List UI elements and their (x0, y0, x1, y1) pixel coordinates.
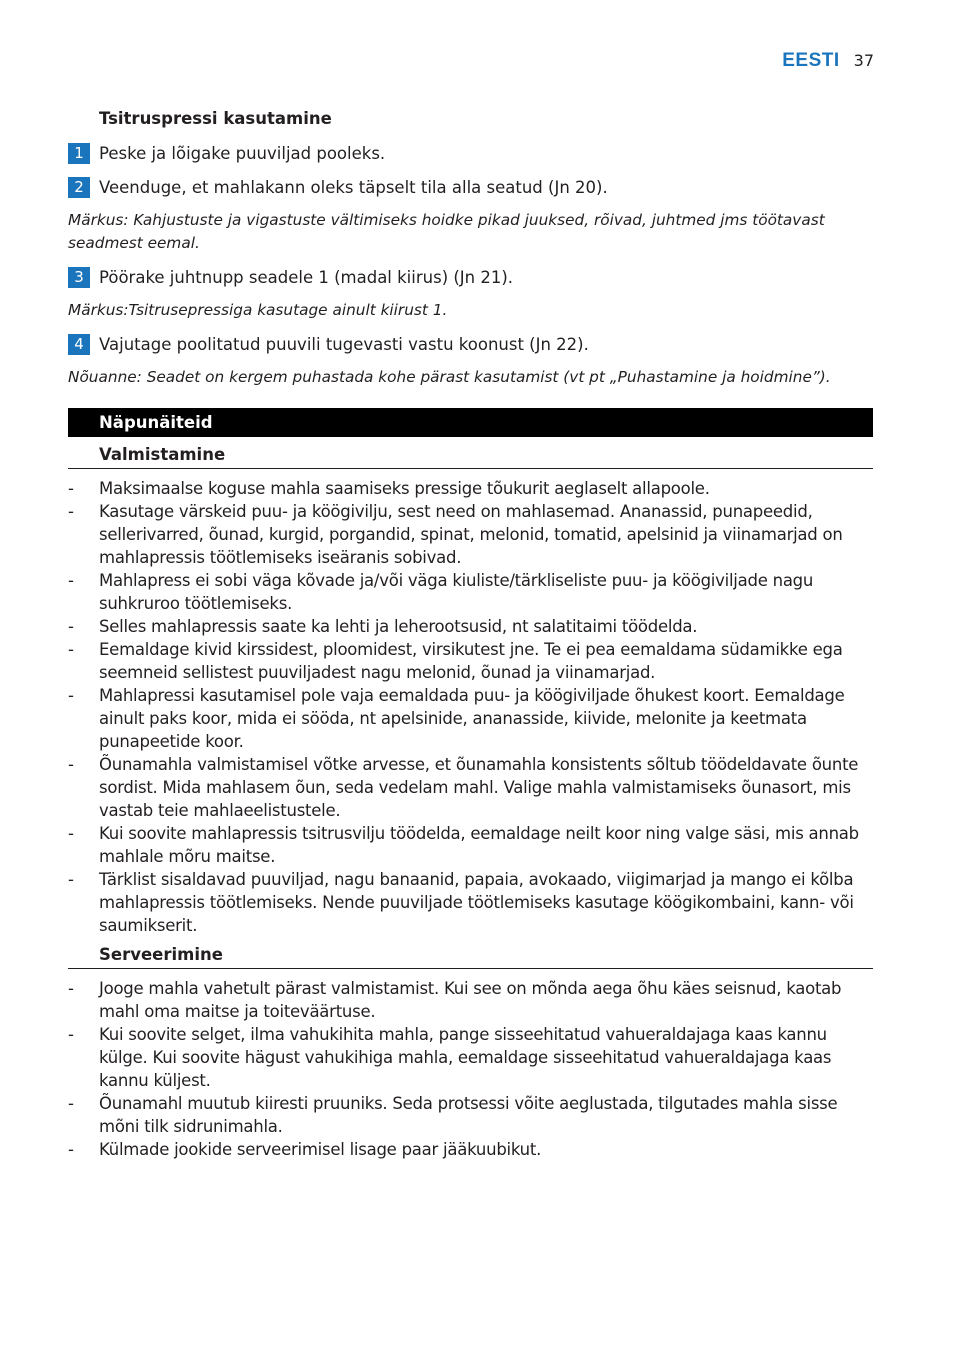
step-4 (68, 333, 873, 356)
list-item: - Tärklist sisaldavad puuviljad, nagu banaanid, papaia, avokaado, viigimarjad ja mango ei kõlba mahlapressis töötlemiseks. Nende puuviljade töötlemiseks kasutage köögikombaini, kann- või saumikserit. (68, 870, 854, 935)
step-number-badge: 2 (68, 177, 90, 198)
language-label: EESTI (782, 50, 840, 71)
list-item: - Kui soovite selget, ilma vahukihita mahla, pange sisseehitatud vahueraldajaga kaas kannu külge. Kui soovite hägust vahukihiga mahla, eemaldage sisseehitatud vahueraldajaga kaas kannu küljest. (68, 1025, 832, 1090)
bullet-dash: - (68, 1140, 74, 1159)
bullet-dash: - (68, 1025, 74, 1044)
section-bar-tips: Näpunäiteid (68, 408, 873, 437)
step-2 (68, 176, 873, 199)
note-speed: Märkus:Tsitrusepressiga kasutage ainult kiirust 1. (68, 301, 448, 319)
list-item: - Mahlapress ei sobi väga kõvade ja/või väga kiuliste/tärkliseliste puu- ja köögiviljade nagu suhkruroo töötlemiseks. (68, 571, 814, 613)
list-item: - Õunamahla valmistamisel võtke arvesse, et õunamahla konsistents sõltub töödeldavate õunte sordist. Mida mahlasem õun, seda vedelam mahl. Valige mahla valmistamiseks õunasort, mis vastab teie mahlaeelistustele. (68, 755, 859, 820)
step-text: Peske ja lõigake puuviljad pooleks. (99, 144, 386, 163)
list-item: - Jooge mahla vahetult pärast valmistamist. Kui see on mõnda aega õhu käes seisnud, kaotab mahl oma maitse ja toiteväärtuse. (68, 979, 842, 1021)
step-3 (68, 266, 873, 289)
bullet-dash: - (68, 571, 74, 590)
list-item: - Eemaldage kivid kirssidest, ploomidest, virsikutest jne. Te ei pea eemaldama südamikke ega seemneid sellistest puuviljadest nagu melonid, õunad ja viinamarjad. (68, 640, 843, 682)
list-item: - Selles mahlapressis saate ka lehti ja leherootsusid, nt salatitaimi töödelda. (68, 617, 698, 636)
subsection-heading-preparation: Valmistamine (68, 441, 873, 469)
list-item: - Kui soovite mahlapressis tsitrusvilju töödelda, eemaldage neilt koor ning valge säsi, mis annab mahlale mõru maitse. (68, 824, 859, 866)
step-1 (68, 142, 873, 165)
note-safety: Märkus: Kahjustuste ja vigastuste vältimiseks hoidke pikad juuksed, rõivad, juhtmed jms töötavast seadmest eemal. (68, 211, 825, 252)
bullet-dash: - (68, 686, 74, 705)
bullet-dash: - (68, 979, 74, 998)
bullet-dash: - (68, 755, 74, 774)
bullet-dash: - (68, 870, 74, 889)
preparation-list (68, 477, 873, 937)
serving-list (68, 977, 873, 1161)
list-item: - Külmade jookide serveerimisel lisage paar jääkuubikut. (68, 1140, 542, 1159)
bullet-dash: - (68, 640, 74, 659)
list-item: - Maksimaalse koguse mahla saamiseks pressige tõukurit aeglaselt allapoole. (68, 479, 710, 498)
list-item: - Kasutage värskeid puu- ja köögivilju, sest need on mahlasemad. Ananassid, punapeedid, sellerivarred, õunad, kurgid, porgandid, spinat, melonid, tomatid, apelsinid ja viinamarjad on mahlapressis töötlemiseks iseäranis sobivad. (68, 502, 843, 567)
bullet-dash: - (68, 1094, 74, 1113)
page-header (782, 50, 874, 72)
step-text: Pöörake juhtnupp seadele 1 (madal kiirus) (Jn 21). (99, 268, 514, 287)
list-item: - Õunamahl muutub kiiresti pruuniks. Seda protsessi võite aeglustada, tilgutades mahla sisse mõni tilk sidrunimahla. (68, 1094, 838, 1136)
step-text: Vajutage poolitatud puuvili tugevasti vastu koonust (Jn 22). (99, 335, 589, 354)
page-content (68, 107, 873, 1161)
step-number-badge: 4 (68, 334, 90, 355)
tip-cleaning: Nõuanne: Seadet on kergem puhastada kohe pärast kasutamist (vt pt „Puhastamine ja hoidmine”). (68, 368, 831, 386)
step-number-badge: 3 (68, 267, 90, 288)
bullet-dash: - (68, 479, 74, 498)
section-heading-usage: Tsitruspressi kasutamine (99, 109, 332, 128)
step-number-badge: 1 (68, 143, 90, 164)
step-text: Veenduge, et mahlakann oleks täpselt tila alla seatud (Jn 20). (99, 178, 608, 197)
list-item: - Mahlapressi kasutamisel pole vaja eemaldada puu- ja köögiviljade õhukest koort. Eemaldage ainult paks koor, mida ei sööda, nt apelsinide, ananasside, kiivide, melonite ja keetmata punapeetide koor. (68, 686, 845, 751)
bullet-dash: - (68, 502, 74, 521)
page-number: 37 (853, 51, 874, 70)
bullet-dash: - (68, 824, 74, 843)
subsection-heading-serving: Serveerimine (68, 941, 873, 969)
bullet-dash: - (68, 617, 74, 636)
